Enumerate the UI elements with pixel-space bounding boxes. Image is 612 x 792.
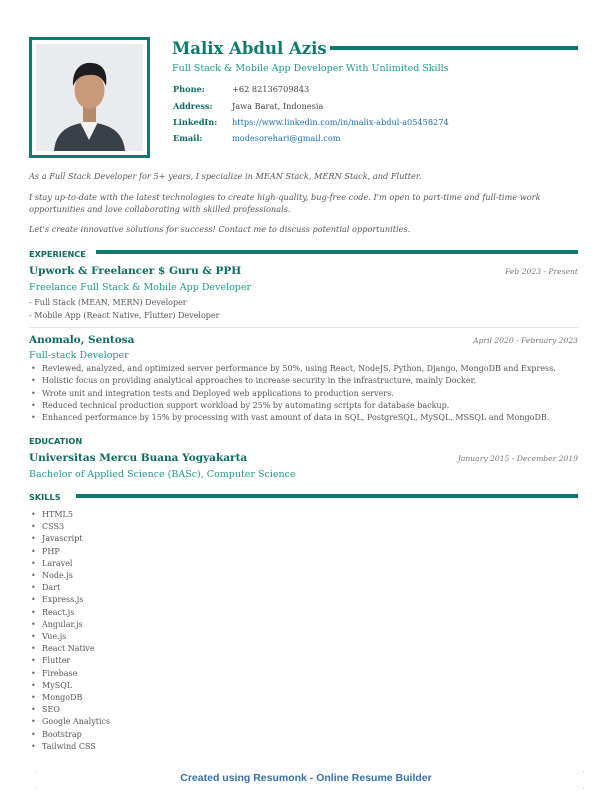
skill-item [32,717,111,727]
job-role: Freelance Full Stack & Mobile App Developer [29,282,252,293]
skill-label: CSS3 [42,522,65,532]
job-bullet-text: Holistic focus on providing analytical approaches to increase security in the infrastructure, mainly Docker. [42,376,477,385]
job-divider [29,327,579,328]
skill-item [32,644,95,654]
skill-label: PHP [42,546,60,556]
job-bullet [32,364,556,373]
summary-paragraph: Let's create innovative solutions for success! Contact me to discuss potential opportunities. [29,224,411,234]
skill-item [32,546,60,556]
section-rule [76,494,578,498]
address-value: Jawa Barat, Indonesia [232,101,324,111]
job-bullet [32,376,477,385]
skill-label: Bootstrap [42,729,82,739]
skill-item [32,607,75,617]
skill-item [32,668,78,678]
person-portrait-icon [36,44,143,151]
job-bullet [32,413,550,422]
summary-paragraph: As a Full Stack Developer for 5+ years, I specialize in MEAN Stack, MERN Stack, and Flutter. [29,171,422,181]
skill-label: Laravel [42,558,73,568]
skill-label: React Native [42,644,95,654]
skill-item [32,619,83,629]
skill-label: Tailwind CSS [42,741,96,751]
education-degree: Bachelor of Applied Science (BASc), Computer Science [29,469,296,480]
skill-label: HTML5 [42,510,73,519]
job-role: Full-stack Developer [29,350,129,361]
job-bullet-text: Wrote unit and integration tests and Deployed web applications to production servers. [42,389,394,398]
skill-item [32,534,83,544]
page-mark [36,788,37,789]
education-date: January 2015 - December 2019 [457,454,578,463]
profile-photo-frame [29,37,150,158]
education-school: Universitas Mercu Buana Yogyakarta [29,452,248,464]
candidate-name: Malix Abdul Azis [172,39,327,58]
education-heading: EDUCATION [29,436,83,446]
skill-item [32,571,73,580]
summary-paragraph: I stay up-to-date with the latest technologies to create high-quality, bug-free code. I'm open to part-time and full-time work opportunities and love collaborating with skilled professionals. [29,192,541,214]
contact-label: Email: [173,133,203,143]
candidate-tagline: Full Stack & Mobile App Developer With Unlimited Skills [172,63,449,74]
skill-label: MongoDB [42,693,83,702]
experience-heading: EXPERIENCE [29,249,86,259]
skill-label: SEO [42,705,60,715]
job-line: - Mobile App (React Native, Flutter) Developer [29,311,220,320]
skill-item [32,680,73,690]
skills-heading: SKILLS [29,492,61,502]
skill-item [32,522,65,532]
job-company: Upwork & Freelancer $ Guru & PPH [29,265,242,277]
skill-item [32,558,73,568]
skill-item [32,656,71,666]
job-bullet-text: Reviewed, analyzed, and optimized server performance by 50%, using React, NodeJS, Python, Django, MongoDB and Express. [42,364,556,373]
skill-item [32,693,83,702]
skill-item [32,632,67,641]
contact-label: Phone: [173,84,205,94]
skill-label: Dart [42,583,61,593]
skill-item [32,705,60,715]
skill-label: Vue.js [42,632,67,641]
page-mark [583,771,584,772]
skill-item [32,729,82,739]
footer-credit[interactable]: Created using Resumonk - Online Resume Builder [180,772,432,784]
contact-label: LinkedIn: [173,117,218,127]
skill-item [32,510,73,519]
skill-label: Firebase [42,668,78,678]
job-date: Feb 2023 - Present [505,267,578,276]
job-bullet [32,401,450,410]
email-link[interactable]: modesorehari@gmail.com [232,133,341,143]
skill-item [32,595,84,605]
job-line: - Full Stack (MEAN, MERN) Developer [29,298,187,307]
job-date: April 2020 - February 2023 [473,336,578,345]
phone-value: +62 82136709843 [232,84,310,94]
skill-label: Google Analytics [42,717,111,727]
skill-label: Javascript [42,534,83,544]
job-bullet-text: Enhanced performance by 15% by processing with vast amount of data in SQL, PostgreSQL, MySQL, MSSQL and MongoDB. [42,413,550,422]
job-bullet [32,389,394,398]
profile-photo [36,44,143,151]
skill-label: MySQL [42,680,73,690]
job-bullet-text: Reduced technical production support workload by 25% by automating scripts for database backup. [42,401,450,410]
skill-label: Node.js [42,571,73,580]
page-mark [36,771,37,772]
skill-label: React.js [42,607,75,617]
skill-label: Flutter [42,656,71,666]
header-rule [330,46,578,50]
skill-label: Angular.js [42,619,83,629]
skill-label: Express.js [42,595,84,605]
skill-item [32,741,96,751]
linkedin-link[interactable]: https://www.linkedin.com/in/malix-abdul-a05458274 [232,117,449,127]
job-company: Anomalo, Sentosa [29,334,135,346]
page-mark [583,788,584,789]
skill-item [32,583,61,593]
contact-label: Address: [173,101,213,111]
section-rule [96,250,578,254]
